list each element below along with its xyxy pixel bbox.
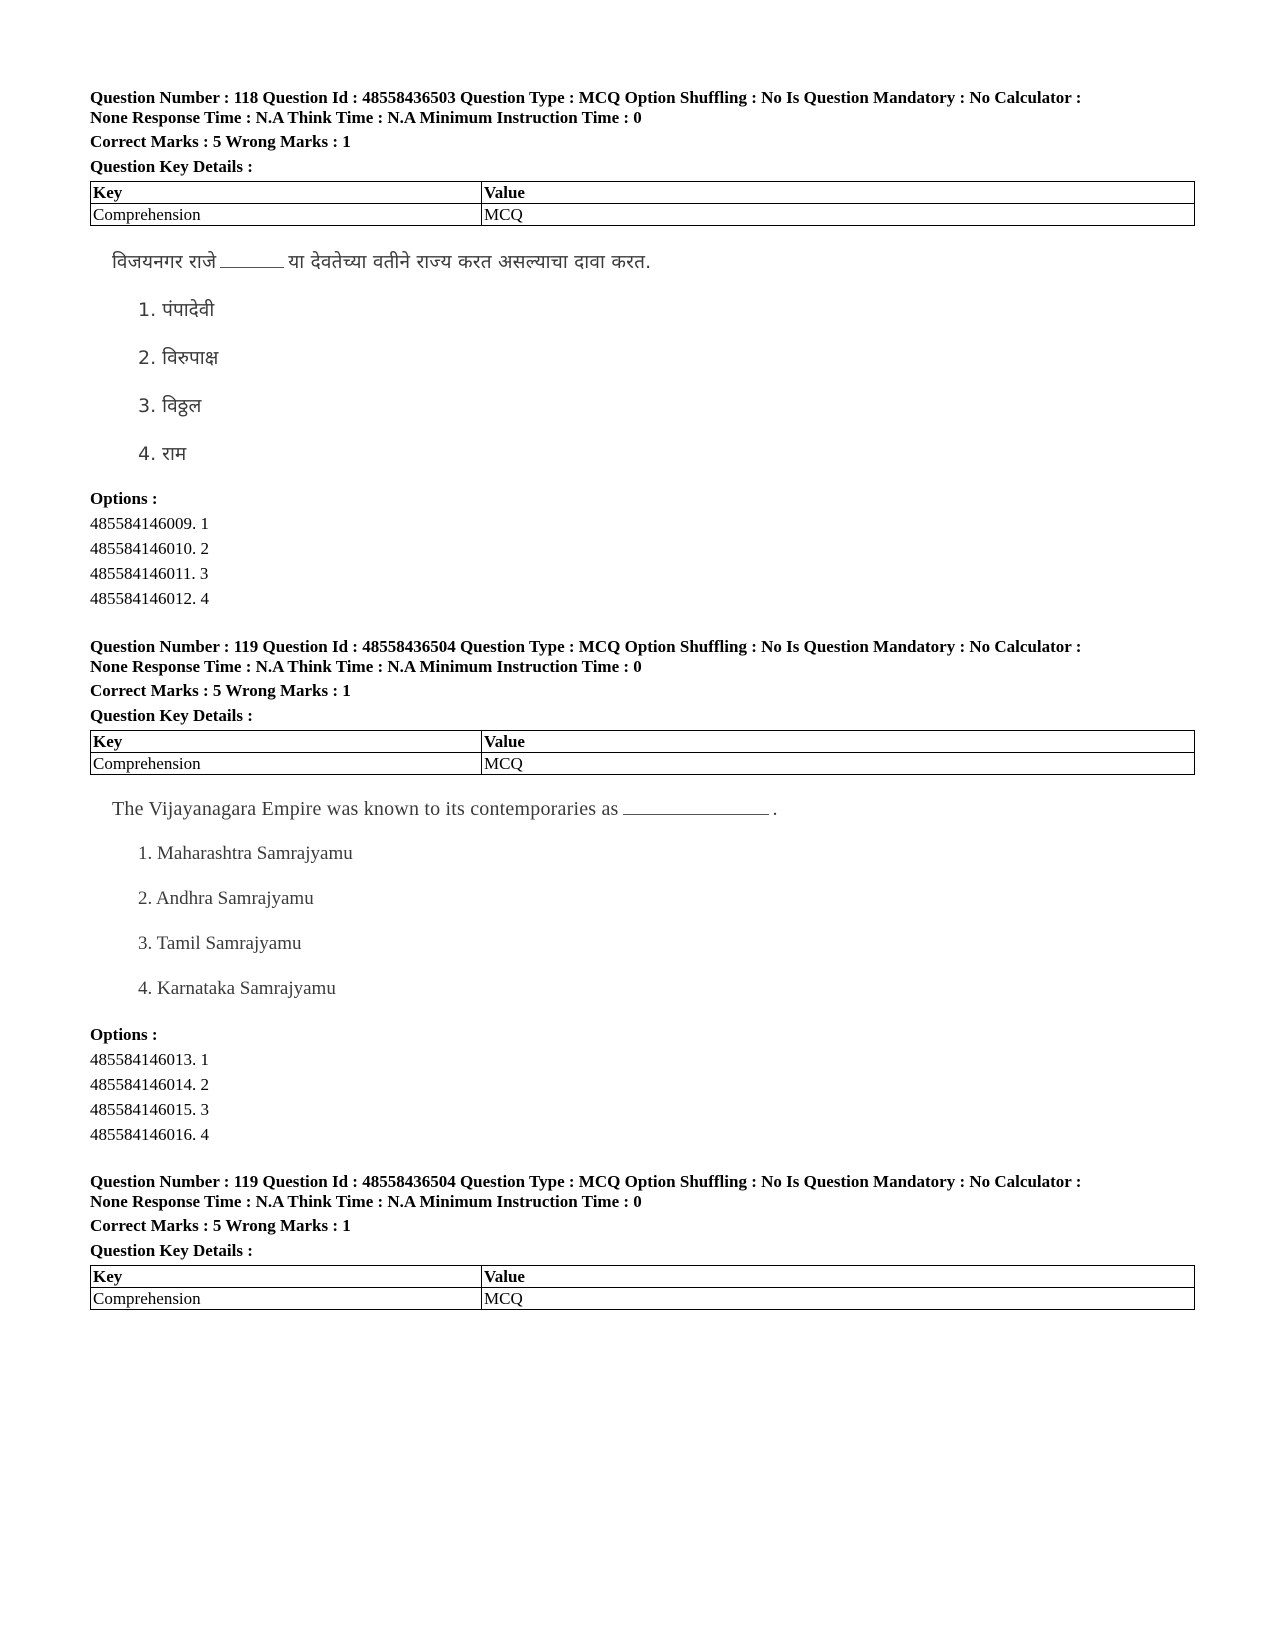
- table-cell-key: Comprehension: [91, 204, 482, 226]
- option-item: 485584146015. 3: [90, 1100, 209, 1119]
- table-header-value: Value: [482, 182, 1195, 204]
- options-label: Options :: [90, 1025, 158, 1044]
- options-list-119: [90, 1022, 209, 1147]
- question-key-details-label: Question Key Details :: [90, 157, 253, 176]
- table-row: [91, 204, 1195, 226]
- question-image-118: [112, 250, 651, 466]
- table-cell-key: Comprehension: [91, 753, 482, 775]
- question-marks: Correct Marks : 5 Wrong Marks : 1: [90, 681, 351, 700]
- option-item: 485584146016. 4: [90, 1125, 209, 1144]
- question-text: [112, 250, 651, 274]
- choice-item: 4. Karnataka Samrajyamu: [138, 978, 336, 999]
- table-cell-value: MCQ: [482, 753, 1195, 775]
- table-header-value: Value: [482, 1266, 1195, 1288]
- table-header-key: Key: [91, 1266, 482, 1288]
- question-key-details-label: Question Key Details :: [90, 706, 253, 725]
- question-header-119: [90, 637, 1195, 775]
- table-row: [91, 1288, 1195, 1310]
- question-meta-line2: None Response Time : N.A Think Time : N.A Minimum Instruction Time : 0: [90, 1192, 642, 1211]
- question-meta-line2: None Response Time : N.A Think Time : N.A Minimum Instruction Time : 0: [90, 108, 642, 127]
- table-header-key: Key: [91, 731, 482, 753]
- question-marks: Correct Marks : 5 Wrong Marks : 1: [90, 132, 351, 151]
- answer-blank: [220, 267, 284, 268]
- question-text-before: The Vijayanagara Empire was known to its contemporaries as: [112, 798, 619, 820]
- question-text-after: या देवतेच्या वतीने राज्य करत असल्याचा दावा करत.: [288, 251, 652, 273]
- choice-item: 2. Andhra Samrajyamu: [138, 888, 314, 909]
- question-key-details-label: Question Key Details :: [90, 1241, 253, 1260]
- choice-item: 1. पंपादेवी: [138, 299, 215, 321]
- choice-item: 1. Maharashtra Samrajyamu: [138, 843, 353, 864]
- option-item: 485584146010. 2: [90, 539, 209, 558]
- question-marks: Correct Marks : 5 Wrong Marks : 1: [90, 1216, 351, 1235]
- option-item: 485584146012. 4: [90, 589, 209, 608]
- option-item: 485584146009. 1: [90, 514, 209, 533]
- choice-item: 4. राम: [138, 443, 187, 465]
- table-row: [91, 753, 1195, 775]
- table-header-key: Key: [91, 182, 482, 204]
- table-header-row: [91, 182, 1195, 204]
- table-cell-value: MCQ: [482, 1288, 1195, 1310]
- question-header-118: [90, 88, 1195, 226]
- choice-item: 3. विठ्ठल: [138, 395, 202, 417]
- table-header-value: Value: [482, 731, 1195, 753]
- question-meta-line1: Question Number : 119 Question Id : 48558436504 Question Type : MCQ Option Shuffling : No Is Question Mandatory : No Calculator :: [90, 1172, 1082, 1191]
- question-text-after: .: [772, 798, 778, 820]
- table-header-row: [91, 731, 1195, 753]
- option-item: 485584146011. 3: [90, 564, 209, 583]
- question-key-table: [90, 1265, 1195, 1310]
- options-list-118: [90, 486, 209, 611]
- choice-item: 2. विरुपाक्ष: [138, 347, 219, 369]
- question-meta-line1: Question Number : 118 Question Id : 48558436503 Question Type : MCQ Option Shuffling : No Is Question Mandatory : No Calculator :: [90, 88, 1082, 107]
- option-item: 485584146014. 2: [90, 1075, 209, 1094]
- question-image-119: [112, 797, 778, 1001]
- table-cell-value: MCQ: [482, 204, 1195, 226]
- answer-blank: [623, 814, 769, 815]
- question-text: [112, 797, 778, 821]
- question-key-table: [90, 181, 1195, 226]
- table-header-row: [91, 1266, 1195, 1288]
- question-header-119-repeat: [90, 1172, 1195, 1310]
- table-cell-key: Comprehension: [91, 1288, 482, 1310]
- question-key-table: [90, 730, 1195, 775]
- question-meta-line1: Question Number : 119 Question Id : 48558436504 Question Type : MCQ Option Shuffling : No Is Question Mandatory : No Calculator :: [90, 637, 1082, 656]
- choice-item: 3. Tamil Samrajyamu: [138, 933, 302, 954]
- question-meta-line2: None Response Time : N.A Think Time : N.A Minimum Instruction Time : 0: [90, 657, 642, 676]
- options-label: Options :: [90, 489, 158, 508]
- option-item: 485584146013. 1: [90, 1050, 209, 1069]
- question-text-before: विजयनगर राजे: [112, 251, 217, 273]
